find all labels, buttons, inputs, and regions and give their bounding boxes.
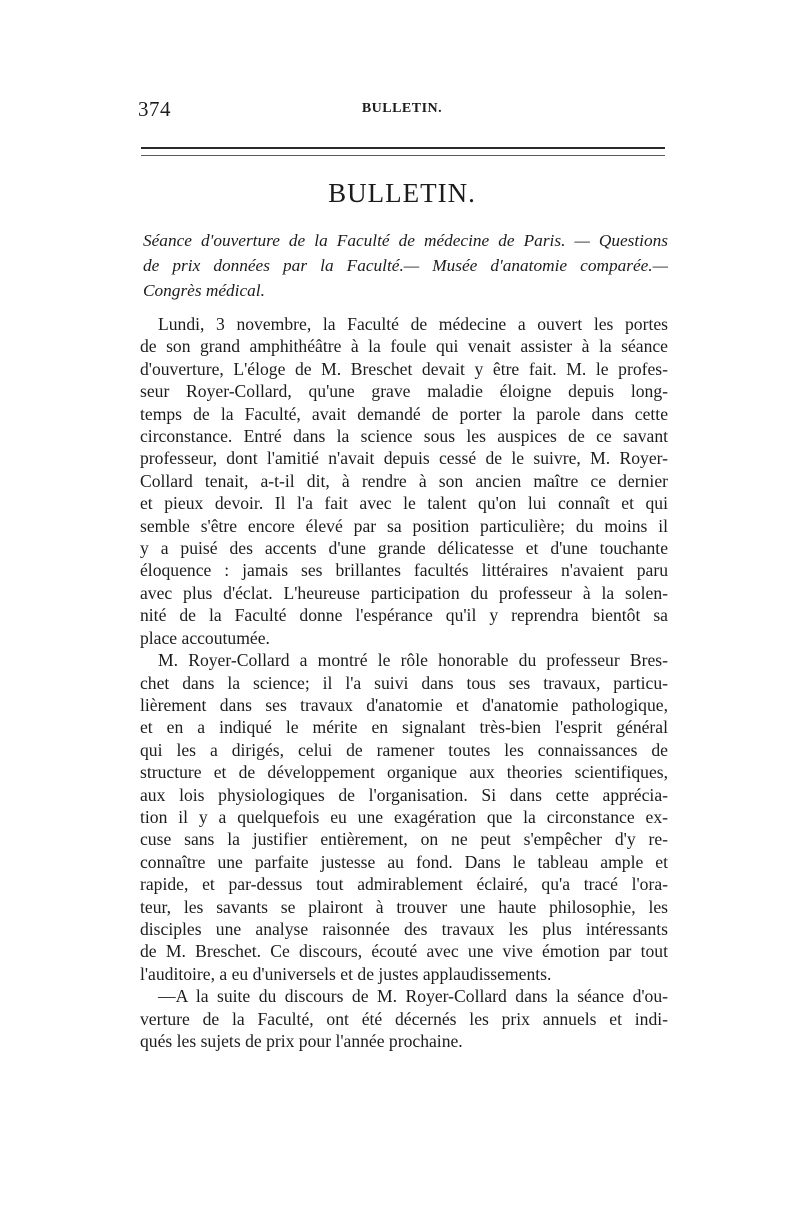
paragraph-prizes: [140, 985, 668, 1052]
text-line: éloquence : jamais ses brillantes facultés littéraires n'avaient paru: [140, 560, 668, 581]
text-line: seur Royer-Collard, qu'une grave maladie éloigne depuis long-: [140, 381, 668, 402]
text-line: avec plus d'éclat. L'heureuse participation du professeur à la solen-: [140, 582, 668, 603]
text-line: chet dans la science; il l'a suivi dans tous ses travaux, particu-: [140, 672, 668, 693]
text-line: et en a indiqué le mérite en signalant très-bien l'esprit général: [140, 717, 668, 738]
text-line: de M. Breschet. Ce discours, écouté avec une vive émotion par tout: [140, 941, 668, 962]
text-line: qui les a dirigés, celui de ramener toutes les connaissances de: [140, 739, 668, 760]
text-line: y a puisé des accents d'une grande délicatesse et d'une touchante: [140, 538, 668, 559]
text-line: et pieux devoir. Il l'a fait avec le talent qu'on lui connaît et qui: [140, 493, 668, 514]
text-line: structure et de développement organique aux theories scientifiques,: [140, 762, 668, 783]
text-line: disciples une analyse raisonnée des travaux les plus intéressants: [140, 918, 668, 939]
text-line: de son grand amphithéâtre à la foule qui venait assister à la séance: [140, 336, 668, 357]
text-line: M. Royer-Collard a montré le rôle honorable du professeur Bres-: [158, 650, 668, 671]
text-line: tion il y a quelquefois eu une exagération que la circonstance ex-: [140, 806, 668, 827]
text-line: lièrement dans ses travaux d'anatomie et d'anatomie pathologique,: [140, 694, 668, 715]
text-line: nité de la Faculté donne l'espérance qu'il y reprendra bientôt sa: [140, 605, 668, 626]
section-title: BULLETIN.: [328, 178, 476, 208]
text-line: professeur, dont l'amitié n'avait depuis cessé de le suivre, M. Royer-: [140, 448, 668, 469]
page-number: 374: [138, 97, 171, 121]
summary-line: Congrès médical.: [143, 281, 265, 300]
text-line: —A la suite du discours de M. Royer-Collard dans la séance d'ou-: [158, 986, 668, 1007]
text-line: rapide, et par-dessus tout admirablement éclairé, qu'a tracé l'ora-: [140, 874, 668, 895]
text-line: semble s'être encore élevé par sa position particulière; du moins il: [140, 515, 668, 536]
running-head: [138, 97, 666, 127]
text-line: circonstance. Entré dans la science sous les auspices de ce savant: [140, 426, 668, 447]
paragraph-opening-session: [140, 313, 668, 649]
text-line: cuse sans la justifier entièrement, on ne peut s'empêcher d'y re-: [140, 829, 668, 850]
text-line: qués les sujets de prix pour l'année prochaine.: [140, 1031, 463, 1051]
summary-line: Séance d'ouverture de la Faculté de médecine de Paris. — Questions: [143, 231, 668, 250]
text-line: l'auditoire, a eu d'universels et de justes applaudissements.: [140, 963, 552, 984]
text-line: Lundi, 3 novembre, la Faculté de médecine a ouvert les portes: [158, 314, 668, 334]
section-summary: [143, 228, 668, 303]
text-line: place accoutumée.: [140, 627, 270, 648]
text-line: verture de la Faculté, ont été décernés les prix annuels et indi-: [140, 1008, 668, 1029]
paragraph-royer-collard-speech: [140, 649, 668, 985]
running-title: BULLETIN.: [361, 101, 443, 116]
summary-line: de prix données par la Faculté.— Musée d'anatomie comparée.—: [143, 256, 668, 275]
header-rule: [141, 147, 665, 156]
text-line: d'ouverture, L'éloge de M. Breschet devait y être fait. M. le profes-: [140, 358, 668, 379]
text-line: connaître une parfaite justesse au fond. Dans le tableau ample et: [140, 851, 668, 872]
text-line: temps de la Faculté, avait demandé de porter la parole dans cette: [140, 403, 668, 424]
text-line: Collard tenait, a-t-il dit, à rendre à son ancien maître ce dernier: [140, 470, 668, 491]
body-text: [140, 313, 668, 1052]
text-line: teur, les savants se plairont à trouver une haute philosophie, les: [140, 896, 668, 917]
text-line: aux lois physiologiques de l'organisation. Si dans cette apprécia-: [140, 784, 668, 805]
